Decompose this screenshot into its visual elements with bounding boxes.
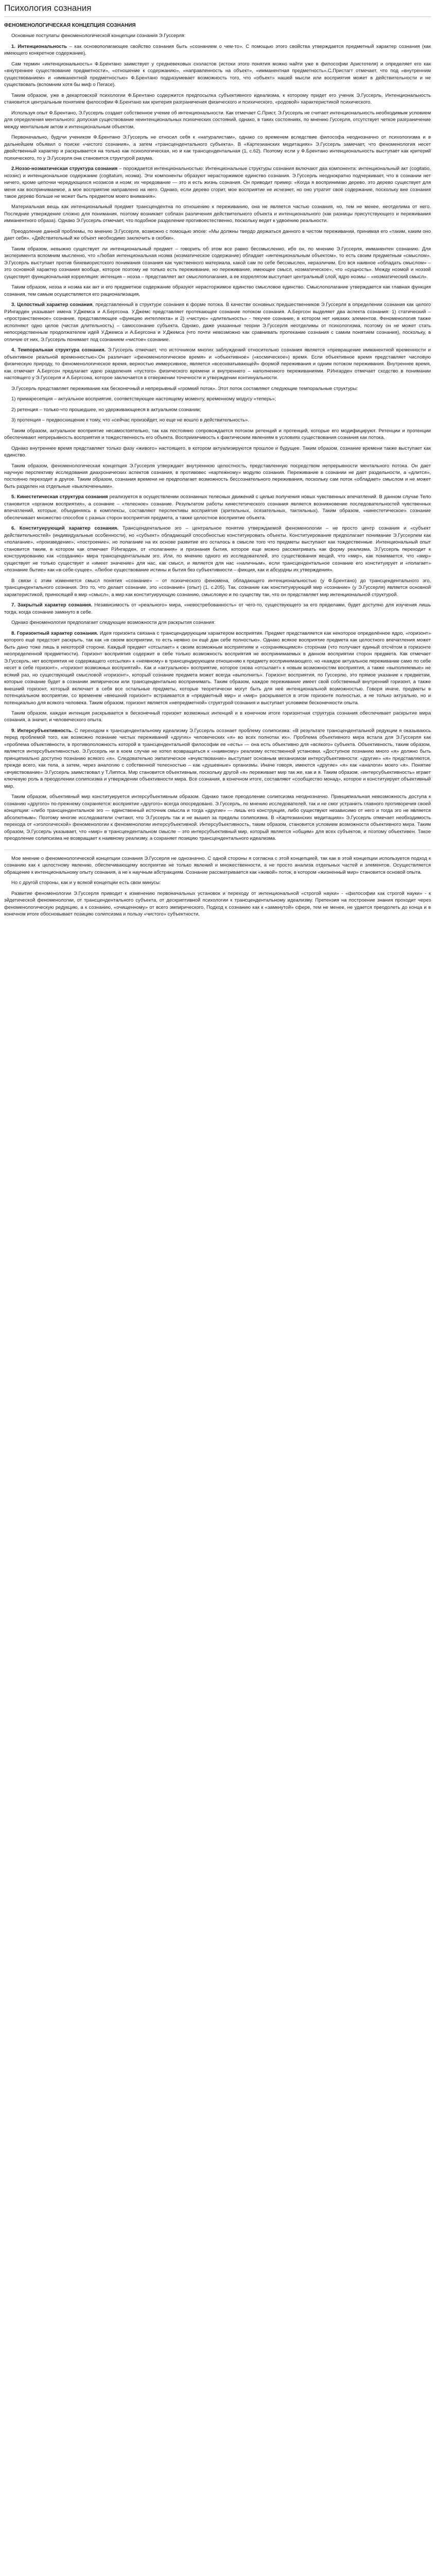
page-title: Психология сознания	[4, 2, 431, 17]
paragraph-text: Трансцендентальное эго – центральное понятие утверждаемой феноменологии – не просто центр сознания и «субъект действительностей» (индивидуальные особенности), но «субъект» обладающий способностью конституировать объекты. Конституирование предполагает понимание Э.Гуссерлем как «полагание», «произведение», «построение», но полагание на их основе развитие его осталось в смысле того что предметы выступают как тождественные. Интенциональный опыт становится таким, в котором как отмечает Р.Ингарден, от «полагания» и признания бытия, которое еще можно рассматривать как форму реализма, Э.Гуссерль переходит к конструированию как «созданию» мира трансцендентальным эго. Или, по мнению одного из исследователей, это существования вещей, что «мир», как понимается, что «мир» существует не только существует и «имеет значение» для нас, как смысл, и является для нас «наличным», если трансцендентальное сознание его конституирует и «полагает» «познание бытие» как «в-себе-сущее». «Любое существование истины и бытия без субъективности – фикция, как и абсурдны их утверждения».	[4, 526, 431, 573]
paragraph: 3) протенция – предвосхищение к тому, что «сейчас произойдет, но еще не вошло в действительность».	[11, 417, 249, 423]
paragraph: Преодоление данной проблемы, по мнению Э.Гуссерля, возможно с помощью эпохе: «Мы должны твердо держаться данного в чистом переживании, принимая его «таким, каким оно дает себя». «Действительный же объект необходимо заключить в скобки».	[4, 228, 431, 242]
paragraph-text: Независимость от «реального» мира, «невостребованность» от чего-то, существующего за его пределами, будет доступно для изучения лишь тогда, когда сознание замкнуто в себе.	[4, 602, 431, 615]
paragraph	[4, 43, 431, 57]
paragraph: Однако феноменология предполагает следующие возможности для раскрытия сознания:	[11, 620, 216, 626]
paragraph: Используя опыт Ф.Брентано, Э.Гуссерль создает собственное учение об интенциональности. Как отмечает С.Прист, Э.Гуссерль не считает интенциональность необходимым условием для определения ментального: допуская существование неинтенциональных психических состояний, однако, в таких состояниях, по мнению Гуссерля, отсутствует четкое разграничение между ментальным актом и интенциональным объектом.	[4, 110, 431, 130]
paragraph-text: , представленный в структуре сознания в форме потока. В качестве основных предшественников Э.Гуссерля в определении сознания как целого Р.Ингарден указывает имена У.Джемса и А.Бергсона. У.Джемс представляет протекающее сознание потоком сознания. А.Бергсон выделяет два аспекта сознания: 1) статический – «пространственное» сознание, представляющее «функцию интеллекта» и 2) «чистую» «длительность» - текучее сознание, в котором нет никаких элементов. Феноменология также исполняют одно целое (чистая длительность) – самосознание субъекта. Однако, даже указанные теории Э.Гуссерля неотделимы от психологизма, поэтому он не может стать непосредственным продолжателем идей У.Джемса и А.Бергсона и У.Джемса (что почти невозможно как сравнивать протекание сознания с самим понятием сознания), поскольку, в отличие от них, Э.Гуссерль понимает под сознанием «чистое» сознание.	[4, 302, 431, 343]
paragraph	[4, 727, 431, 790]
paragraph-lead: 3. Целостный характер сознания	[11, 302, 93, 308]
paragraph: Материальная вещь как интенциональный предмет трансцендентна по отношению к переживанию, она не является частью сознания, но, тем не менее, неотделима от него. Последние утверждение сложно для понимания, поэтому возникает соблазн различения действительного объекта и интенционального (как разницы присутствующего и переживания имманентного образа). Однако Э.Гуссерль отмечает, что подобное разделение противоестественно, поскольку ведет к удвоению реальности.	[4, 204, 431, 224]
section-heading: ФЕНОМЕНОЛОГИЧЕСКАЯ КОНЦЕПЦИЯ СОЗНАНИЯ	[4, 23, 136, 29]
paragraph-text: С переходом к трансцендентальному идеализму Э.Гуссерль осознает проблему солипсизма: «В результате трансцендентальной редукции я оказываюсь перед проблемой того, как возможно познание чистых переживаний «других» человеческих «я» во всех полнотах их». Проблема объективного мира встала для Э.Гуссерля как «проблема объективности, в противоположность которой в трансцендентальной философии ее «есть» — она есть объективно для «всякого» субъекта. Объективность, таким образом, является интерсубъективностью. Э.Гуссерль ни в коем случае не хотел возвращаться к «наивному» реализму естественной установки. «Доступное познанию много «я» должно быть принципиально доступно познанию всякого «я». Следовательно эмпатическое «вчувствование» выступает основным механизмом интерсубъективности: «другие» «я» представляются, прежде всего, как тела, а затем, через аналогию с собственной телесностью – как «душевные» организмы. Иначе говоря, имеются «другие» «я» как «аналоги» моего «я». Понятие «вчувствование» Э.Гуссерль заимствовал у Т.Липпса. Мир становится объективным, поскольку другой «я» переживает мир так же, как и я. Таким образом, «интерсубъективность» играет ключевую роль в преодолении солипсизма и утверждении объективности мира. Все сознания, в конечном итоге, составляют «сообщество монад», которое и конституирует объективный мир.	[4, 727, 431, 789]
paragraph: Таким образом, каждая интенция раскрывается в бесконечный горизонт возможных интенций и в конечном итоге горизонтная структура сознания обеспечивает раскрытие мира сознания, а значит, и человеческого опыта.	[4, 710, 431, 723]
paragraph: Однако внутреннее время представляет только фазу «живого» настоящего, в котором актуализируются прошлое и будущее. Таким образом, сознание времени также выступает как единство.	[4, 445, 431, 459]
paragraph: 1) примаресепция – актуальное восприятие, соответствующее настоящему моменту, временному модусу «теперь»;	[11, 396, 276, 402]
paragraph-lead: 1. Интенциональность	[11, 43, 67, 49]
paragraph: Основные постулаты феноменологической концепции сознания Э.Гуссерля:	[11, 33, 186, 39]
paragraph: Таким образом, объективный мир конституируется интерсубъективным образом. Однако такое преодоление солипсизма неоднозначно. Принципиальная невозможность доступа к сознанию «другого» по-прежнему сохраняется: восприятие «другого» всегда опосредовано. Э.Гуссерль, по мнению исследователей, так и не смог устранить главного противоречия своей концепции: «либо трансцендентальное эго — единственный источник смысла и тогда «другие» — лишь его конструкция, либо существуют независимо от него и тогда эго не является абсолютным». Поэтому многие исследователи считают, что Э.Гуссерль так и не вышел за пределы солипсизма. В «Картезианских медитациях» Э.Гуссерль отмечает необходимость перехода от «эгологической» феноменологии к феноменологии интерсубъективной. Интерсубъективность, таким образом, становится условием возможности объективного мира. Таким образом, Э.Гуссерль указывает, что «мир» в трансцендентальном смысле – это интерсубъективный мир, который является «общим» для всех субъектов, и поэтому объективен. Такое преодоление солипсизма не возвращает к наивному реализму, а сохраняет позицию трансцендентального идеализма.	[4, 794, 431, 842]
paragraph: Развитие феноменологии Э.Гуссерля приводит к изменению первоначальных установок и переходу от интенциональной «строгой науки» - «философии как строгой науки» - к эйдетической феноменологии, от трансцендентального субъекта, от дескриптивной психологии к трансцендентальному идеализму. Претензия на построение знания проходит через феноменологическую редукцию, а к сознанию, «очищенному» от всего эмпирического. Подход к сознанию как к «замкнутой» сфере, тем не менее, не удается преодолеть до конца и в конечном итоге обосновывает позицию солипсизма и пользу «чистого» субъектности.	[4, 890, 431, 918]
paragraph-text: – как основополагающее свойство сознания быть «сознанием о чем-то». С помощью этого свойства утверждается предметный характер сознания (как имеющего конкретное содержание).	[4, 43, 431, 57]
paragraph: В связи с этим изменяется смысл понятия «сознание» – от психического феномена, обладающего интенциональностью (у Ф.Брентано) до трансцендентального эго, трансцендентального сознания. Это то, что делает сознание, это «сознание» (опыт) (1, с.205). Так, сознание как конституирующий мир «сознание» (у Э.Гуссерля) является основной характеристикой, приносящей в мир «смысл», а мир как конституирующую сознанию, смысловую и по существу так, что он представляет мир интенциональной структурой.	[4, 578, 431, 598]
paragraph	[4, 165, 431, 200]
paragraph-lead: 9. Интерсубъективность.	[11, 727, 73, 734]
paragraph: Таким образом, феноменологическая концепция Э.Гуссерля утверждает внутреннюю целостность, представленную посредством непрерывности ментального потока. Он дает научную перспективу исследования диахронических аспектов сознания, в противовес «картежному» модулю сознания. Переживание в сознании не дает раздельности, а «длится», постоянно переходит в другое. Таким образом, сознания времени не предполагает возможность бессознательного переживания, поскольку сам поток «обладает» смыслом и не может быть разделен на отдельные «выключенными».	[4, 463, 431, 489]
paragraph: Таким образом, ноэза и ноэма как акт и его предметное содержание образуют нерасторжимое единство смысловое единство. Смыслополагание утверждается как главная функция сознания, тем самым осуществляется его рационализация.	[4, 284, 431, 297]
paragraph-lead: 8. Горизонтный характер сознания.	[11, 630, 98, 636]
paragraph: 2) ретенция – только-что прошедшее, но удерживающееся в актуальном сознании;	[11, 406, 201, 413]
paragraph	[4, 630, 431, 706]
paragraph: Таким образом, уже в декартовской психологии Ф.Брентано содержится предпосылка субъективного идеализма, к которому придет его ученик Э.Гуссерль. Интенциональность становится центральным понятием философии Ф.Брентано как критерия разграничения физического и психического, «родовой» характеристикой психического.	[4, 92, 431, 106]
paragraph: Сам термин «интенциональность» Ф.Брентано заимствует у средневековых схоластов (истоки этого понятия можно найти уже в философии Аристотеля) и определяет его как «внутреннее существование предметности», «отношение к содержанию», «направленность на объект», «имманентная предметность».С.Пристагт отмечает, что под «внутренним существованием» и «имманентной предметностью» Ф.Брентано подразумевает возможность того, что «объект» нашей мысли или восприятия может в действительности и не существовать (вспомним хотя бы миф о Пегасе).	[4, 61, 431, 88]
paragraph-lead: 6. Конституирующий характер сознания.	[11, 526, 118, 532]
paragraph-lead: 7. Закрытый характер сознания.	[11, 602, 93, 608]
paragraph	[4, 347, 431, 381]
page	[0, 0, 436, 932]
paragraph: Э.Гуссерль представляет переживание как бесконечный и непрерывный «громкий поток». Этот поток составляют следующие темпоральные структуры:	[11, 385, 358, 392]
paragraph	[4, 494, 431, 521]
paragraph	[4, 301, 431, 343]
paragraph: Таким образом, актуальное восприятие несамостоятельно, так как постоянно сопровождается потоком ретенций и протенций, которые его модифицируют. Ретенции и протенции обеспечивают непрерывность восприятия и тождественность его объекта. Восприимчивость к фактическим явлениям в условиях существования сознания как потока.	[4, 428, 431, 441]
paragraph: Первоначально, будучи учеником Ф.Брентано Э.Гуссерль не относил себя к «натуралистам», однако со временем вследствие философа неоднозначно от психологизма и в дальнейшем объявил о поиске «чистого сознания», а затем «трансцендентального субъекта». В «Картезианских медитациях» Э.Гуссерль замечает, что феноменология несет двойственный характер и раскрывается на только как психологическая, но и как трансцендентальная (1, с.62). Поэтому если у Ф.Брентано интенциональность выступает как критерий психического, то у Э.Гуссерля она становится структурой разума.	[4, 134, 431, 161]
paragraph-lead: 2.Ноэзо-ноэматическая структура сознания	[11, 166, 118, 172]
article-body	[4, 32, 431, 842]
paragraph	[4, 602, 431, 616]
paragraph-text: Э.Гуссерль отмечает, что источником многих заблуждений относительно сознания является «превращение имманентной временности и объективное реальной временностью».Он различает «феноменологическое время» и «объективное» («космическое») время. Если объективное время представляет числовую физическую природу, то феноменологическое время, верностью иммерсивное, является «всеохватывающей» формой переживания и одним потоком переживания. Внутреннее время, как отмечает А.Бергсон предлагает идею разделения «пустого» физического времени и внутреннего – наполненного переживаниями. Р.Ингарден отмечает сходство в понимании настоящего у Э.Гуссерля и А.Бергсона, которое заключается в отвержении точечности и утверждении континуальности.	[4, 347, 431, 381]
paragraph-text: – порождается интенциональностью: Интенциональные структуры сознания включают два компонента: интенциональный акт (cogitatio, ноэзис) и интенциональное содержание (cogitatum, ноэма). Эти компоненты образуют нерасторжимое единство сознания. Э.Гуссерль неоднократно подчеркивает, что в сознании нет ничего, кроме цепочки чередующихся ноэзисов и ноэм; их чередование — это и есть жизнь сознания. Он приводит пример: «Когда я воспринимаю дерево, это дерево существует для меня как воспринимаемое, а мое восприятие направлено на него. Однако, если дерево сгорит, мое восприятие не исчезнет, но оно утратит своё содержание, поскольку вне сознания такое дерево больше не может быть предметом моего внимания».	[4, 166, 431, 199]
conclusion-body	[4, 855, 431, 918]
paragraph	[4, 525, 431, 573]
paragraph-text: Идея горизонта связана с трансцендирующим характером восприятия. Предмет представляется как некоторое определённое ядро, «горизонт» которого ещё предстоит раскрыть, так как «в своем восприятии, то есть неявно он ещё дан себе полностью». Однако всякое восприятие предмета как целостного впечатления может быть дано тоже лишь в некоторой стороне. Каждый предмет «отсылает» к своим возможным восприятиям и «сохраняющимся» сторонам (что получают единый отсчётом в горизонте неопределенной предметности). Горизонт восприятия содержит в себе только возможность восприятия не воспринимаемых в данном восприятии сторон предмета. Как отмечает Э.Гуссерль, нет восприятия не содержащего «отсылки» к «неявному» в трансцендирующем отношению к предмету воспринимающего, но «каждое актуальное переживание само по себе несет в себе горизонт», «горизонт возможных восприятий». Как и «актуальное» восприятие, которое снова «отсылает» к новым возможностям восприятия, а также «выполняемые» не всякий раз, но существующий смысловой «горизонт», который сознание предмета может всегда «выполнить». Горизонт восприятия, по Гуссерлю, это прямое указание к предметам, которые сознание будет в сознании эмпирически или трансцендентально воспринимать. Таким образом, каждое переживание имеет свой собственный внутренний горизонт, а также внешний горизонт, который включает в себя все остальные предметы, которые теоретически могут быть для неё интенциональной возможностью. Говоря иначе, предметы в потенциальном восприятии, со временем «внешний горизонт» встраивается в «предметный мир» и «мир» раскрывается в этом горизонте полностью, а не только актуально, но и потенциально для всякого человека. Таким образом, горизонт является «непредметной» структурой сознания и выступает условием бесконечности опыта.	[4, 630, 431, 706]
paragraph-text: реализуется в осуществлении осознанных телесных движений с целью получения новых чувственных впечатлений. В данном случае Тело становится «органом восприятия», а сознание – «телесное» сознание. Результатом работы кинестетического сознания является возникновение последовательностей чувственных впечатлений, которые, объединяясь в комплексы, составляют перспективы восприятия (зрительных, осязательных, тактильных). Таким образом, «кинестетическое» сознание обеспечивает множество способов с разных сторон восприятия предмета, а также целостное восприятие объекта.	[4, 494, 431, 521]
paragraph-lead: 4. Темпоральная структура сознания.	[11, 347, 106, 353]
paragraph: Таким образом, невыжно существует ли интенциональный предмет – говорить об этом все равно бессмысленно, ибо он, по мнению Э.Гуссерля, имманентен сознанию. Для эксперимента вспомним мысленно, что «Любая интенциональная ноэма (ноэматическое содержание) обладает «интенциональным объектом», то есть своим предметным «смыслом». Э.Гуссерль выступает против бихевиористского понимания сознания как чувственного материала, какой сам по себе бессмыслен, неразличим. Его вся наивное «обладать смыслом» – это основной характер сознания вообще, которое поэтому не только есть переживание, но переживание, имеющее смысл, ноэматическое», что «сущность». Между ноэмой и ноэзой существует функциональная корреляция: интенция – ноэза – представляет акт смыслополагания, а ее коррелятом выступает центральный слой, ядро ноэмы – «ноэматический смысл».	[4, 246, 431, 280]
paragraph: Но с другой стороны, как и у всякой концепции есть свои минусы:	[11, 880, 161, 886]
paragraph: Мое мнение о феноменологической концепции сознания Э.Гуссерля не однозначно. С одной стороны я согласна с этой концепцией, так как в этой концепции используется подход к сознанию как к целостному явлению, обеспечивающему восприятие не только явлений и множественности, а не просто анализа отдельных частей и элементов. Осуществляется обращение к интенциональному опыту сознания, а не к научным абстракциям. Сознание рассматривается как «живой» поток, в котором «жизненный мир» становится основой опыта.	[4, 855, 431, 875]
paragraph-lead: 5. Кинестетическая структура сознания	[11, 494, 108, 500]
